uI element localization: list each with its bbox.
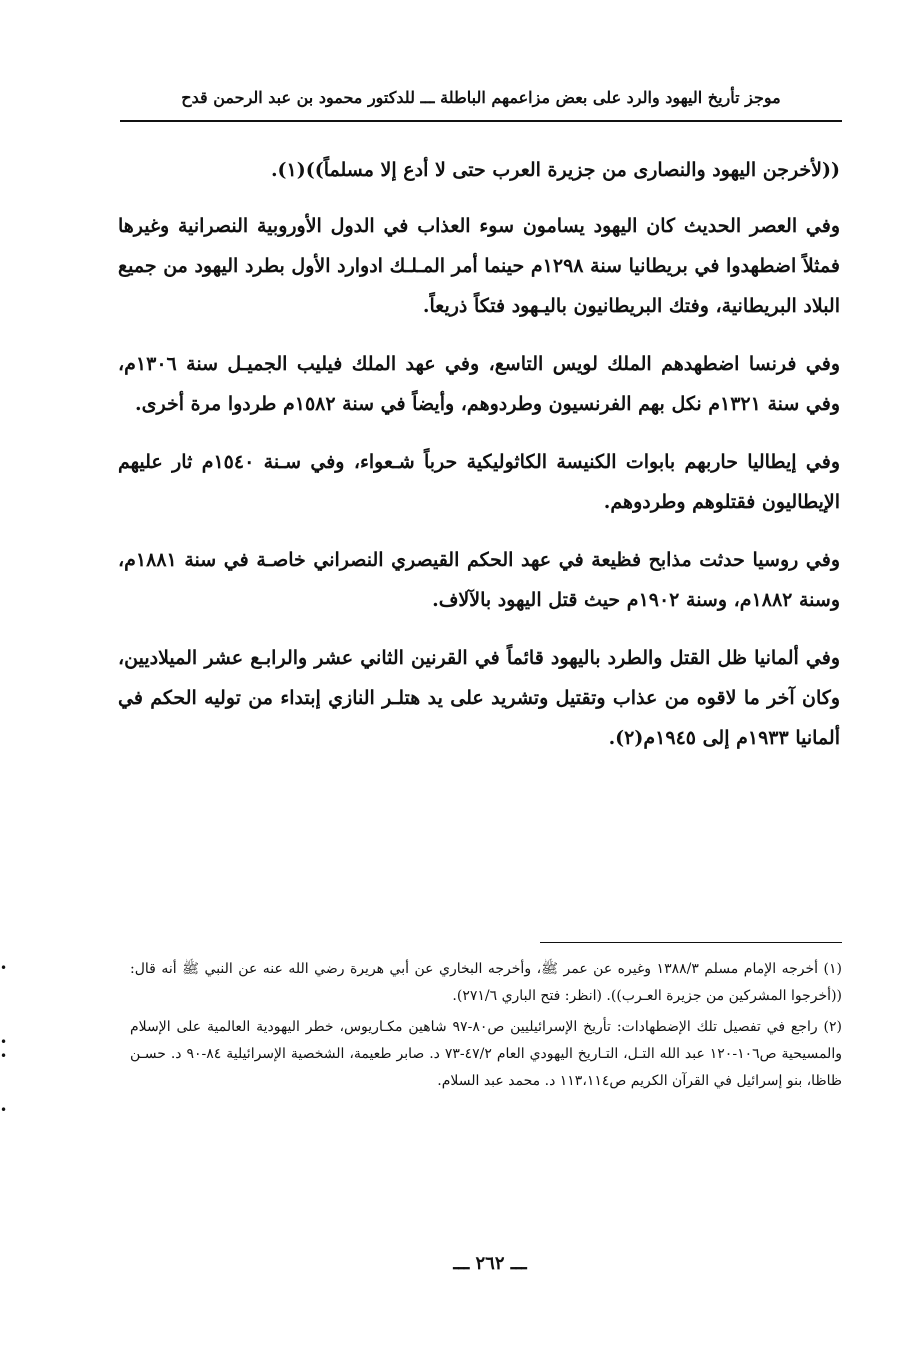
header-rule <box>120 120 842 122</box>
footnote-2: (٢) راجع في تفصيل تلك الإضطهادات: تأريخ الإسرائيليين ص٨٠-٩٧ شاهين مكـاريوس، خطر اليهودية العالمية على الإسلام والمسيحية ص١٠٦-١٢٠ عبد الله التـل، التـاريخ اليهودي العام ٤٧/٢-٧٣ د. صابر طعيمة، الشخصية الإسرائيلية ٨٤-٩٠ د. حسـن ظاظا، بنو إسرائيل في القرآن الكريم ص١١٣،١١٤ د. محمد عبد السلام. <box>130 1019 842 1089</box>
paragraph-britain: وفي العصر الحديث كان اليهود يسامون سوء العذاب في الدول الأوروبية النصرانية وغيرها فمثلاً اضطهدوا في بريطانيا سنة ١٢٩٨م حينما أمر المـلـك ادوارد الأول بطرد اليهود من جميع البلاد البريطانية، وفتك البريطانيون باليـهود فتكاً ذريعاً. <box>118 215 840 317</box>
footnotes <box>130 956 842 1099</box>
paragraph-germany: وفي ألمانيا ظل القتل والطرد باليهود قائماً في القرنين الثاني عشر والرابـع عشر الميلاديين، وكان آخر ما لاقوه من عذاب وتقتيل وتشريد على يد هتلـر النازي إبتداء من توليه الحكم في ألمانيا ١٩٣٣م إلى ١٩٤٥م(٢). <box>118 647 840 749</box>
footnote-rule <box>540 942 842 943</box>
paragraph-hadith-quote: ((لأخرجن اليهود والنصارى من جزيرة العرب حتى لا أدع إلا مسلماً))(١). <box>270 159 840 181</box>
paragraph-italy: وفي إيطاليا حاربهم بابوات الكنيسة الكاثوليكية حرباً شـعواء، وفي سـنة ١٥٤٠م ثار عليهم الإيطاليون فقتلوهم وطردوهم. <box>118 451 840 513</box>
margin-dot-mark: • <box>0 961 8 975</box>
page-number: ـــ ٢٦٢ ـــ <box>453 1253 527 1274</box>
main-text <box>118 150 840 776</box>
footnote-1: (١) أخرجه الإمام مسلم ١٣٨٨/٣ وغيره عن عمر ﷺ، وأخرجه البخاري عن أبي هريرة رضي الله عنه عن النبي ﷺ أنه قال: ((أخرجوا المشركين من جزيرة العـرب)). (انظر: فتح الباري ٢٧١/٦). <box>130 961 842 1004</box>
margin-dot-mark: • <box>0 1035 8 1049</box>
running-header: موجز تأريخ اليهود والرد على بعض مزاعمهم الباطلة ـــ للدكتور محمود بن عبد الرحمن قدح <box>181 88 781 107</box>
paragraph-france: وفي فرنسا اضطهدهم الملك لويس التاسع، وفي عهد الملك فيليب الجميـل سنة ١٣٠٦م، وفي سنة ١٣٢١م نكل بهم الفرنسيون وطردوهم، وأيضاً في سنة ١٥٨٢م طردوا مرة أخرى. <box>118 353 840 415</box>
paragraph-russia: وفي روسيا حدثت مذابح فظيعة في عهد الحكم القيصري النصراني خاصـة في سنة ١٨٨١م، وسنة ١٨٨٢م، وسنة ١٩٠٢م حيث قتل اليهود بالآلاف. <box>118 549 840 611</box>
margin-dot-mark: • <box>0 1049 8 1063</box>
margin-dot-mark: • <box>0 1103 8 1117</box>
